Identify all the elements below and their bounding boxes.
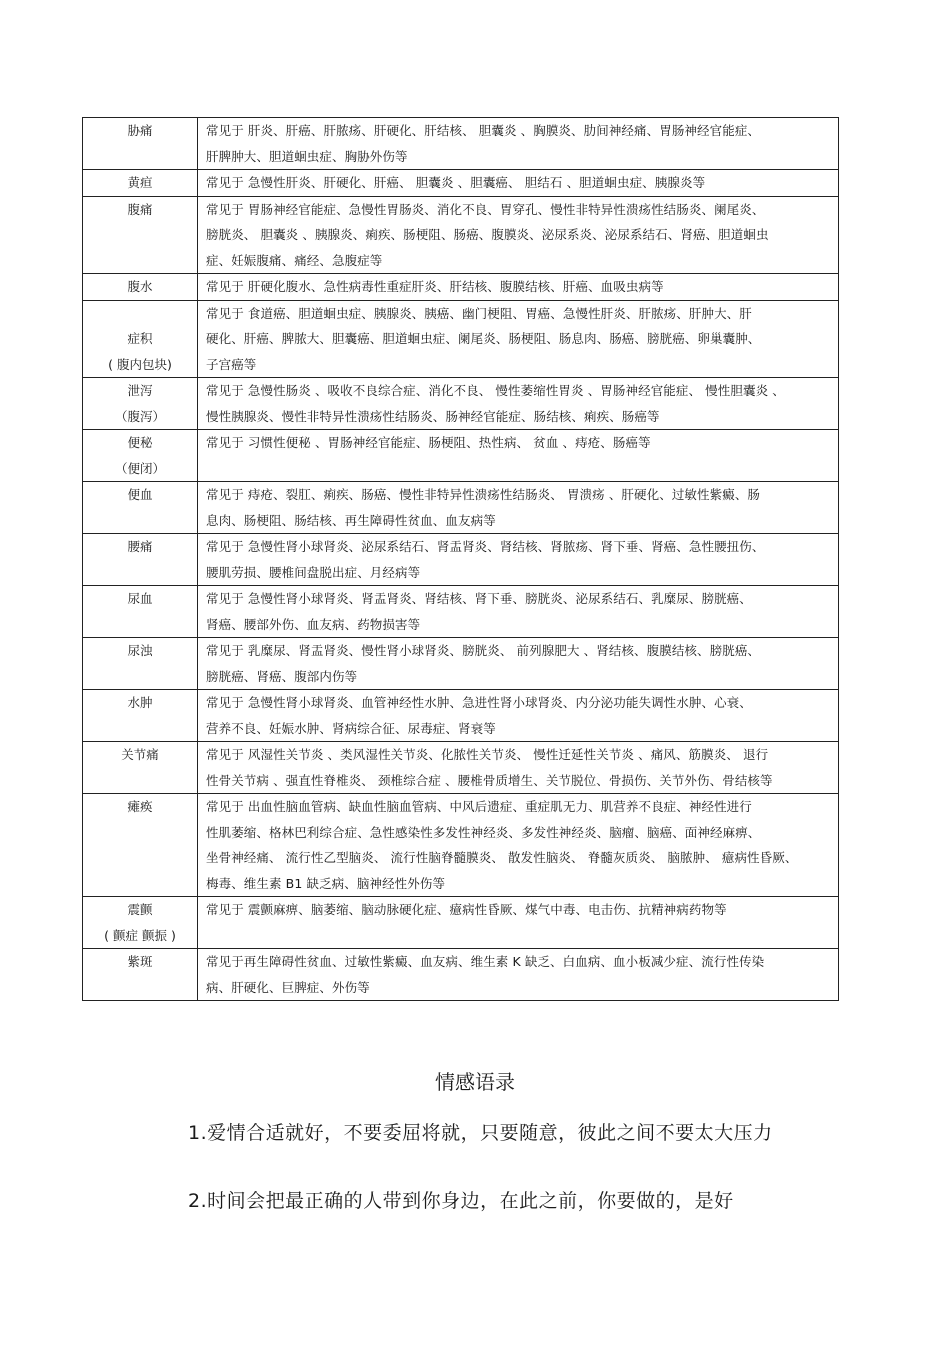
symptom-cell: 腹痛 <box>83 196 198 274</box>
causes-cell: 常见于 急慢性肝炎、肝硬化、肝癌、 胆囊炎 、胆囊癌、 胆结石 、胆道蛔虫症、胰腺炎等 <box>198 170 839 197</box>
table-row <box>83 897 839 949</box>
symptom-cell: 紫斑 <box>83 949 198 1001</box>
symptom-cell: 便血 <box>83 482 198 534</box>
symptom-cell: 腹水 <box>83 274 198 301</box>
table-row <box>83 949 839 1001</box>
symptom-cell: 泄泻 （腹泻） <box>83 378 198 430</box>
symptom-cell: 尿浊 <box>83 638 198 690</box>
quotes-title: 情感语录 <box>435 1070 515 1094</box>
table-row <box>83 430 839 482</box>
causes-cell: 常见于 风湿性关节炎 、类风湿性关节炎、化脓性关节炎、 慢性迁延性关节炎 、痛风、筋膜炎、 退行 性骨关节病 、强直性脊椎炎、 颈椎综合症 、腰椎骨质增生、关节脱位、骨损伤、关节外伤、骨结核等 <box>198 742 839 794</box>
symptom-cell: 关节痛 <box>83 742 198 794</box>
symptom-cell: 震颤 ( 颤症 颤振 ) <box>83 897 198 949</box>
causes-cell: 常见于 肝硬化腹水、急性病毒性重症肝炎、肝结核、腹膜结核、肝癌、血吸虫病等 <box>198 274 839 301</box>
symptom-table <box>82 117 839 1001</box>
symptom-cell: 胁痛 <box>83 118 198 170</box>
table-row <box>83 742 839 794</box>
symptom-cell: 黄疸 <box>83 170 198 197</box>
causes-cell: 常见于 急慢性肾小球肾炎、血管神经性水肿、急进性肾小球肾炎、内分泌功能失调性水肿、心衰、 营养不良、妊娠水肿、肾病综合征、尿毒症、肾衰等 <box>198 690 839 742</box>
symptom-cell: 腰痛 <box>83 534 198 586</box>
table-row <box>83 118 839 170</box>
causes-cell: 常见于 乳糜尿、肾盂肾炎、慢性肾小球肾炎、膀胱炎、 前列腺肥大 、肾结核、腹膜结核、膀胱癌、 膀胱癌、肾癌、腹部内伤等 <box>198 638 839 690</box>
symptom-cell: 水肿 <box>83 690 198 742</box>
causes-cell: 常见于 痔疮、裂肛、痢疾、肠癌、慢性非特异性溃疡性结肠炎、 胃溃疡 、肝硬化、过敏性紫癜、肠 息肉、肠梗阻、肠结核、再生障碍性贫血、血友病等 <box>198 482 839 534</box>
table-row <box>83 378 839 430</box>
causes-cell: 常见于再生障碍性贫血、过敏性紫癜、血友病、维生素 K 缺乏、白血病、血小板减少症、流行性传染 病、肝硬化、巨脾症、外伤等 <box>198 949 839 1001</box>
causes-cell: 常见于 出血性脑血管病、缺血性脑血管病、中风后遗症、重症肌无力、肌营养不良症、神经性进行 性肌萎缩、格林巴利综合症、急性感染性多发性神经炎、多发性神经炎、脑瘤、脑癌、面神经麻痹、 坐骨神经痛、 流行性乙型脑炎、 流行性脑脊髓膜炎、 散发性脑炎、 脊髓灰质炎、 脑脓肿、 癔病性昏厥、 梅毒、维生素 B1 缺乏病、脑神经性外伤等 <box>198 794 839 897</box>
causes-cell: 常见于 习惯性便秘 、胃肠神经官能症、肠梗阻、热性病、 贫血 、痔疮、肠癌等 <box>198 430 839 482</box>
table-row <box>83 534 839 586</box>
symptom-cell: 尿血 <box>83 586 198 638</box>
table-row <box>83 794 839 897</box>
table-row <box>83 170 839 197</box>
symptom-cell: 瘫痪 <box>83 794 198 897</box>
symptom-table-body <box>83 118 839 1001</box>
symptom-cell: 症积 ( 腹内包块) <box>83 300 198 378</box>
table-row <box>83 274 839 301</box>
table-row <box>83 586 839 638</box>
table-row <box>83 482 839 534</box>
causes-cell: 常见于 急慢性肾小球肾炎、肾盂肾炎、肾结核、肾下垂、膀胱炎、泌尿系结石、乳糜尿、膀胱癌、 肾癌、腰部外伤、血友病、药物损害等 <box>198 586 839 638</box>
quote-item: 1.爱情合适就好，不要委屈将就，只要随意，彼此之间不要太大压力 <box>188 1122 773 1144</box>
table-row <box>83 196 839 274</box>
table-row <box>83 300 839 378</box>
causes-cell: 常见于 震颤麻痹、脑萎缩、脑动脉硬化症、癔病性昏厥、煤气中毒、电击伤、抗精神病药物等 <box>198 897 839 949</box>
table-row <box>83 690 839 742</box>
causes-cell: 常见于 胃肠神经官能症、急慢性胃肠炎、消化不良、胃穿孔、慢性非特异性溃疡性结肠炎、阑尾炎、 膀胱炎、 胆囊炎 、胰腺炎、痢疾、肠梗阻、肠癌、腹膜炎、泌尿系炎、泌尿系结石、肾癌、胆道蛔虫 症、妊娠腹痛、痛经、急腹症等 <box>198 196 839 274</box>
quote-item: 2.时间会把最正确的人带到你身边，在此之前，你要做的，是好 <box>188 1190 734 1212</box>
symptom-cell: 便秘 （便闭） <box>83 430 198 482</box>
causes-cell: 常见于 食道癌、胆道蛔虫症、胰腺炎、胰癌、幽门梗阻、胃癌、急慢性肝炎、肝脓疡、肝肿大、肝 硬化、肝癌、脾脓大、胆囊癌、胆道蛔虫症、阑尾炎、肠梗阻、肠息肉、肠癌、膀胱癌、卵巢囊肿、 子宫癌等 <box>198 300 839 378</box>
causes-cell: 常见于 急慢性肠炎 、吸收不良综合症、消化不良、 慢性萎缩性胃炎 、胃肠神经官能症、 慢性胆囊炎 、 慢性胰腺炎、慢性非特异性溃疡性结肠炎、肠神经官能症、肠结核、痢疾、肠癌等 <box>198 378 839 430</box>
table-row <box>83 638 839 690</box>
causes-cell: 常见于 肝炎、肝癌、肝脓疡、肝硬化、肝结核、 胆囊炎 、胸膜炎、肋间神经痛、胃肠神经官能症、 肝脾肿大、胆道蛔虫症、胸胁外伤等 <box>198 118 839 170</box>
causes-cell: 常见于 急慢性肾小球肾炎、泌尿系结石、肾盂肾炎、肾结核、肾脓疡、肾下垂、肾癌、急性腰扭伤、 腰肌劳损、腰椎间盘脱出症、月经病等 <box>198 534 839 586</box>
